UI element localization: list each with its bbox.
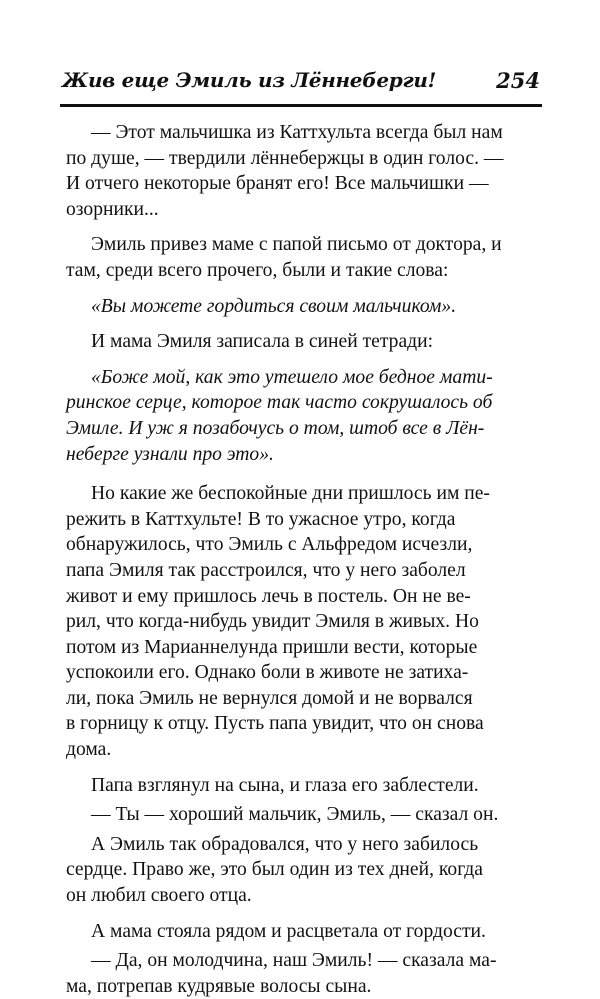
paragraph-8 (91, 919, 541, 945)
text-line: режить в Каттхульте! В то ужасное утро, когда (66, 508, 456, 530)
text-line: ма, потрепав кудрявые волосы сына. (66, 975, 372, 997)
text-line: обнаружилось, что Эмиль с Альфредом исчезли, (66, 534, 473, 556)
text-line: «Боже мой, как это утешело мое бедное мати- (91, 366, 493, 388)
text-line: А мама стояла рядом и расцветала от гордости. (91, 920, 486, 942)
text-line: Но какие же беспокойные дни пришлось им пе- (91, 483, 490, 505)
text-line: живот и ему пришлось лечь в постель. Он не ве- (66, 585, 471, 607)
text-line: по душе, — твердили лённебержцы в один голос. — (66, 147, 504, 169)
text-line: потом из Марианнелунда пришли вести, которые (66, 636, 478, 658)
text-line: — Ты — хороший мальчик, Эмиль, — сказал он. (91, 804, 499, 826)
paragraph-6 (91, 802, 541, 828)
text-line: там, среди всего прочего, были и такие слова: (66, 259, 449, 281)
text-line: папа Эмиля так расстроился, что у него заболел (66, 559, 466, 581)
text-line: И отчего некоторые бранят его! Все мальчишки — (66, 173, 489, 195)
text-line: дома. (66, 739, 112, 761)
text-line: неберге узнали про это». (66, 443, 274, 465)
quote-2 (66, 365, 541, 467)
body-text (66, 120, 541, 999)
paragraph-1 (66, 120, 541, 222)
paragraph-2 (66, 232, 541, 283)
paragraph-3 (91, 329, 541, 355)
text-line: он любил своего отца. (66, 885, 252, 907)
paragraph-4 (66, 481, 541, 763)
text-line: рил, что когда-нибудь увидит Эмиля в живых. Но (66, 611, 479, 633)
text-line: озорники... (66, 198, 159, 220)
text-line: ли, пока Эмиль не вернулся домой и не ворвался (66, 687, 473, 709)
text-line: И мама Эмиля записала в синей тетради: (91, 331, 434, 353)
paragraph-7 (66, 832, 541, 909)
quote-1 (91, 294, 541, 320)
text-line: — Да, он молодчина, наш Эмиль! — сказала ма- (91, 950, 497, 972)
text-line: А Эмиль так обрадовался, что у него забилось (91, 833, 479, 855)
text-line: «Вы можете гордиться своим мальчиком». (91, 295, 457, 317)
paragraph-5 (91, 773, 541, 799)
paragraph-9 (66, 948, 541, 999)
text-line: — Этот мальчишка из Каттхульта всегда был нам (91, 122, 503, 143)
text-line: Эмиле. И уж я позабочусь о том, штоб все в Лён- (66, 417, 485, 439)
text-line: успокоили его. Однако боли в животе не затиха- (66, 662, 469, 684)
running-header (60, 66, 542, 107)
text-line: сердце. Право же, это был один из тех дней, когда (66, 859, 483, 881)
text-line: Папа взглянул на сына, и глаза его заблестели. (91, 774, 479, 796)
page-number: 254 (496, 68, 540, 93)
text-line: ринское серце, которое так часто сокрушалось об (66, 392, 493, 414)
text-line: в горницу к отцу. Пусть папа увидит, что он снова (66, 713, 484, 735)
running-title: Жив еще Эмиль из Лённеберги! (62, 68, 437, 92)
text-line: Эмиль привез маме с папой письмо от доктора, и (91, 234, 502, 256)
